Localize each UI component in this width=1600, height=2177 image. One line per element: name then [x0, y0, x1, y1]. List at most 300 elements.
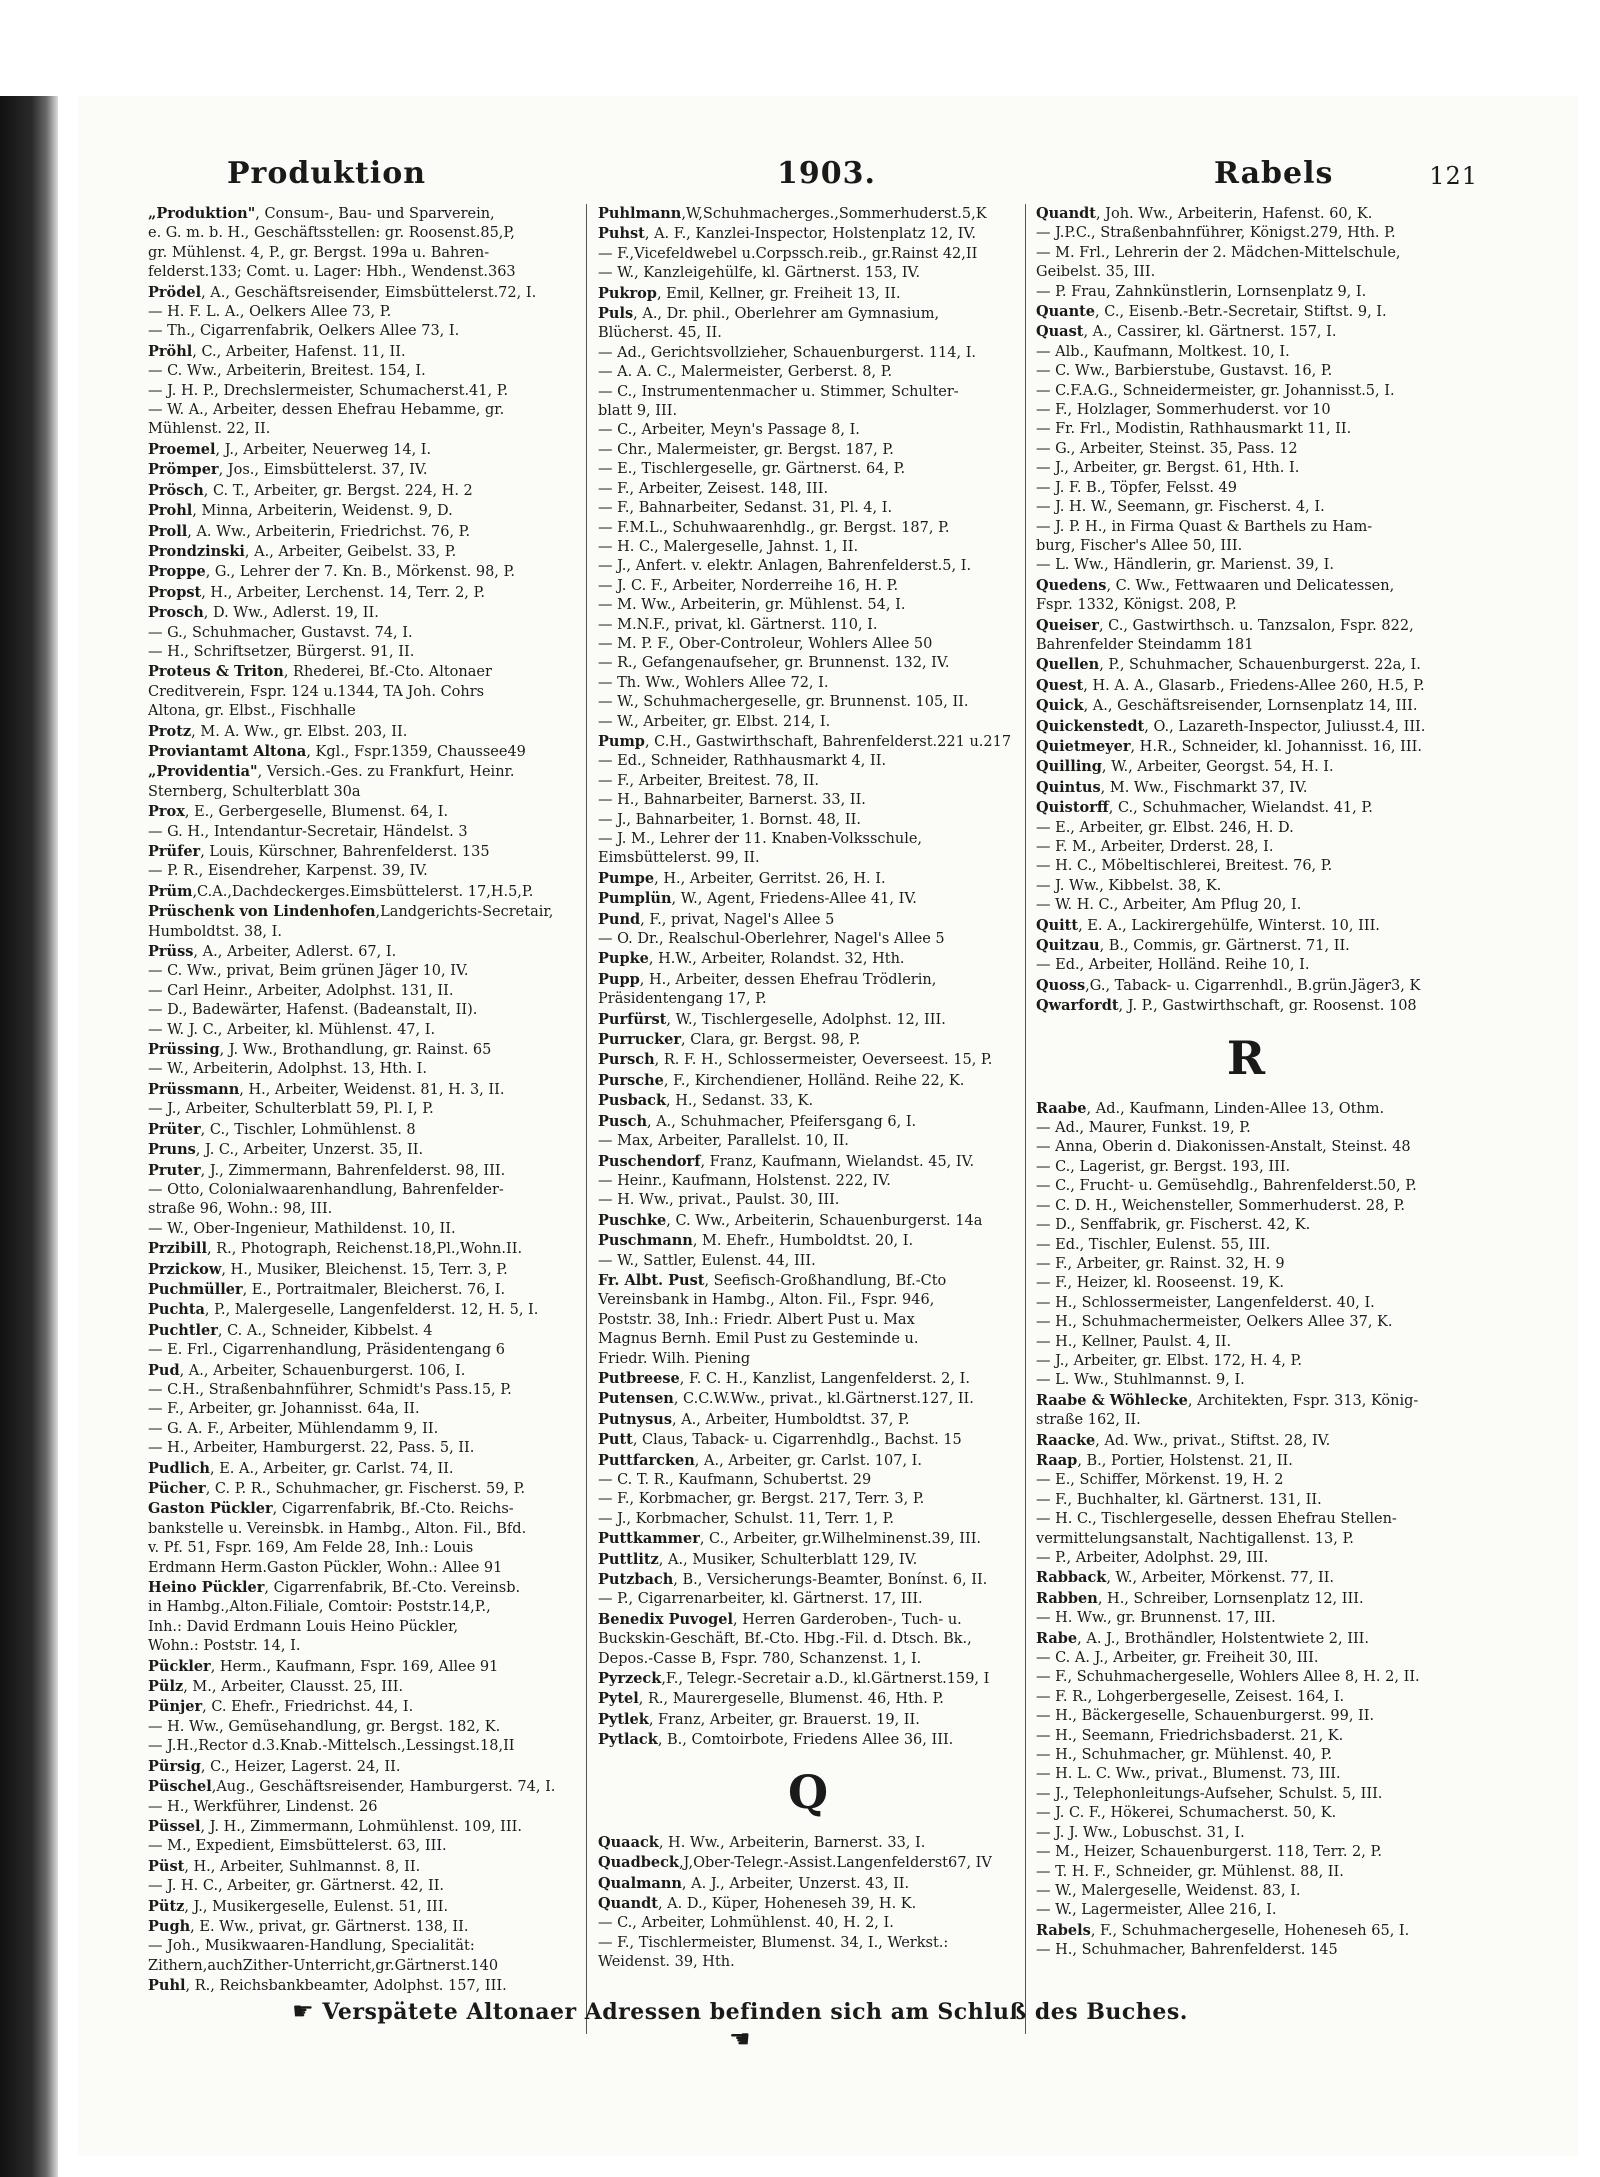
entry-name: Przickow — [148, 1260, 222, 1278]
entry-details: bankstelle u. Vereinsbk. in Hambg., Alton. Fil., Bfd. — [148, 1520, 527, 1537]
entry-name: Rabben — [1036, 1589, 1098, 1607]
directory-entry — [598, 1050, 1018, 1070]
entry-name: Rabels — [1036, 1921, 1091, 1939]
entry-details: — C. Ww., Barbierstube, Gustavst. 16, P. — [1036, 363, 1333, 380]
entry-details: , J. P., Gastwirthschaft, gr. Roosenst. 108 — [1118, 998, 1417, 1015]
entry-details: , Franz, Arbeiter, gr. Brauerst. 19, II. — [648, 1711, 920, 1728]
directory-entry — [598, 752, 1018, 771]
entry-name: Pruter — [148, 1161, 201, 1179]
directory-entry — [1036, 1824, 1456, 1843]
entry-details: — D., Senffabrik, gr. Fischerst. 42, K. — [1036, 1217, 1311, 1234]
entry-name: Qwarfordt — [1036, 997, 1119, 1015]
entry-details: Wohn.: Poststr. 14, I. — [148, 1638, 301, 1655]
entry-details: , H., Musiker, Bleichenst. 15, Terr. 3, P. — [221, 1261, 508, 1278]
entry-details: , C. Ww., Fettwaaren und Delicatessen, — [1106, 577, 1395, 594]
directory-entry — [1036, 1549, 1456, 1568]
entry-details: , C., Arbeiter, Hafenst. 11, II. — [192, 343, 406, 360]
directory-entry — [148, 1539, 568, 1558]
directory-entry — [1036, 1391, 1456, 1411]
entry-name: Fr. Albt. Pust — [598, 1271, 705, 1289]
entry-details: Magnus Bernh. Emil Pust zu Gesteminde u. — [598, 1331, 919, 1348]
entry-details: — Ad., Gerichtsvollzieher, Schauenburgerst. 114, I. — [598, 344, 977, 361]
header-last-entry: Rabels — [1214, 156, 1334, 191]
entry-details: , J., Musikergeselle, Eulenst. 51, III. — [184, 1898, 449, 1915]
entry-details: — P. R., Eisendreher, Karpenst. 39, IV. — [148, 863, 428, 880]
directory-entry — [598, 1252, 1018, 1271]
entry-name: Püssel — [148, 1817, 201, 1835]
entry-details: Mühlenst. 22, II. — [148, 421, 271, 438]
entry-details: — F. R., Lohgerbergeselle, Zeisest. 164, I. — [1036, 1688, 1345, 1705]
entry-details: , A. Ww., Arbeiterin, Friedrichst. 76, P. — [187, 523, 471, 540]
entry-name: Propst — [148, 583, 202, 601]
entry-details: , A., Geschäftsreisender, Lornsenplatz 14, III. — [1083, 698, 1418, 715]
directory-entry — [1036, 1941, 1456, 1960]
directory-entry — [148, 1937, 568, 1956]
directory-entry — [1036, 1216, 1456, 1235]
entry-details: felderst.133; Comt. u. Lager: Hbh., Wendenst.363 — [148, 264, 516, 281]
directory-entry — [598, 1529, 1018, 1549]
entry-details: , G., Lehrer der 7. Kn. B., Mörkenst. 98, P. — [205, 564, 515, 581]
directory-entry — [598, 1330, 1018, 1349]
entry-details: burg, Fischer's Allee 50, III. — [1036, 537, 1243, 554]
directory-entry — [148, 224, 568, 243]
entry-details: — H., Werkführer, Lindenst. 26 — [148, 1798, 378, 1815]
entry-name: „Produktion" — [148, 205, 256, 222]
entry-details: — C., Arbeiter, Lohmühlenst. 40, H. 2, I. — [598, 1915, 894, 1932]
entry-name: Puchmüller — [148, 1280, 243, 1298]
entry-details: — W., Kanzleigehülfe, kl. Gärtnerst. 153, IV. — [598, 265, 921, 282]
directory-entry — [148, 1757, 568, 1777]
directory-entry — [148, 1341, 568, 1360]
directory-entry — [148, 923, 568, 942]
entry-details: , Cigarrenfabrik, Bf.-Cto. Reichs- — [272, 1501, 514, 1518]
entry-details: , C., Gastwirthsch. u. Tanzsalon, Fspr. 822, — [1098, 617, 1414, 634]
entry-details: , H., Arbeiter, Weidenst. 81, H. 3, II. — [239, 1081, 505, 1098]
entry-details: — H. C., Malergeselle, Jahnst. 1, II. — [598, 538, 859, 555]
directory-columns — [148, 204, 1448, 2034]
entry-name: Prüm — [148, 882, 193, 900]
entry-details: — F.,Vicefeldwebel u.Corpssch.reib., gr.Rainst 42,II — [598, 245, 978, 262]
directory-entry — [148, 322, 568, 341]
entry-details: , C. Ehefr., Friedrichst. 44, I. — [202, 1699, 414, 1716]
directory-entry — [598, 1710, 1018, 1730]
directory-entry — [148, 1220, 568, 1239]
directory-entry — [1036, 1530, 1456, 1549]
directory-entry — [598, 480, 1018, 499]
entry-details: — J., Telephonleitungs-Aufseher, Schulst. 5, III. — [1036, 1785, 1383, 1802]
directory-entry — [598, 304, 1018, 324]
directory-entry — [598, 635, 1018, 654]
directory-entry — [1036, 1901, 1456, 1920]
entry-name: Prüssing — [148, 1041, 220, 1059]
directory-entry — [1036, 1882, 1456, 1901]
directory-entry — [148, 702, 568, 721]
directory-entry — [1036, 819, 1456, 838]
entry-details: — J., Bahnarbeiter, 1. Bornst. 48, II. — [598, 811, 861, 828]
directory-entry — [598, 1689, 1018, 1709]
directory-entry — [148, 842, 568, 862]
directory-entry — [1036, 1313, 1456, 1332]
directory-entry — [148, 1637, 568, 1656]
entry-details: — H., Arbeiter, Hamburgerst. 22, Pass. 5, II. — [148, 1440, 475, 1457]
directory-entry — [598, 949, 1018, 969]
entry-details: — C., Lagerist, gr. Bergst. 193, III. — [1036, 1158, 1291, 1175]
directory-entry — [598, 713, 1018, 732]
directory-entry — [148, 882, 568, 902]
directory-entry — [1036, 204, 1456, 224]
directory-entry — [148, 1260, 568, 1280]
directory-entry — [1036, 1804, 1456, 1823]
directory-entry — [1036, 537, 1456, 556]
column-divider — [586, 204, 587, 2034]
directory-entry — [148, 342, 568, 362]
entry-name: Puttfarcken — [598, 1451, 695, 1469]
directory-entry — [148, 1361, 568, 1381]
directory-entry — [148, 440, 568, 460]
entry-details: , Seefisch-Großhandlung, Bf.-Cto — [704, 1272, 947, 1289]
directory-entry — [1036, 936, 1456, 956]
entry-name: Prömper — [148, 461, 219, 479]
directory-entry — [1036, 1138, 1456, 1157]
entry-name: Quoss — [1036, 976, 1086, 994]
entry-details: — H. Ww., gr. Brunnenst. 17, III. — [1036, 1610, 1276, 1627]
entry-details: ,F., Telegr.-Secretair a.D., kl.Gärtnerst.159, I — [661, 1671, 990, 1688]
column-1 — [148, 204, 568, 2034]
directory-entry — [598, 363, 1018, 382]
entry-details: Fspr. 1332, Königst. 208, P. — [1036, 597, 1237, 614]
directory-entry — [148, 501, 568, 521]
directory-entry — [1036, 1921, 1456, 1941]
entry-details: , W., Agent, Friedens-Allee 41, IV. — [671, 891, 917, 908]
directory-entry — [148, 1917, 568, 1937]
entry-name: Pusch — [598, 1112, 647, 1130]
directory-entry — [598, 1650, 1018, 1669]
directory-entry — [1036, 1609, 1456, 1628]
entry-details: , A. F., Kanzlei-Inspector, Holstenplatz 12, IV. — [644, 226, 976, 243]
section-letter: Q — [787, 1764, 829, 1819]
entry-name: Quedens — [1036, 576, 1107, 594]
entry-details: ,G., Taback- u. Cigarrenhdl., B.grün.Jäger3, K — [1085, 977, 1421, 994]
entry-details: — A. A. C., Malermeister, Gerberst. 8, P. — [598, 364, 893, 381]
directory-entry — [1036, 1255, 1456, 1274]
entry-details: — E., Arbeiter, gr. Elbst. 246, H. D. — [1036, 819, 1294, 836]
entry-name: Proviantamt Altona — [148, 742, 307, 760]
directory-entry — [598, 1350, 1018, 1369]
entry-details: — F., Korbmacher, gr. Bergst. 217, Terr. 3, P. — [598, 1491, 925, 1508]
entry-details: , E. Ww., privat, gr. Gärtnerst. 138, II. — [190, 1918, 469, 1935]
entry-name: Quitt — [1036, 916, 1079, 934]
entry-name: Puttkammer — [598, 1530, 700, 1548]
directory-entry — [148, 1598, 568, 1617]
entry-details: — W., Malergeselle, Weidenst. 83, I. — [1036, 1882, 1301, 1899]
directory-entry — [148, 742, 568, 762]
directory-entry — [598, 654, 1018, 673]
entry-details: , O., Lazareth-Inspector, Juliusst.4, III. — [1144, 718, 1426, 735]
entry-details: , C.H., Gastwirthschaft, Bahrenfelderst.221 u.217 — [644, 733, 1012, 750]
directory-entry — [1036, 382, 1456, 401]
entry-name: Pröhl — [148, 342, 193, 360]
entry-details: — Ad., Maurer, Funkst. 19, P. — [1036, 1120, 1251, 1137]
directory-entry — [598, 1231, 1018, 1251]
entry-details: , Herm., Kaufmann, Fspr. 169, Allee 91 — [210, 1658, 499, 1675]
entry-name: Quietmeyer — [1036, 737, 1131, 755]
entry-name: Przibill — [148, 1240, 207, 1258]
entry-details: Eimsbüttelerst. 99, II. — [598, 850, 760, 867]
entry-details: ,C.A.,Dachdeckerges.Eimsbüttelerst. 17,H.5,P. — [192, 883, 534, 900]
entry-details: , R., Photograph, Reichenst.18,Pl.,Wohn.II. — [206, 1241, 523, 1258]
directory-entry — [598, 849, 1018, 868]
entry-name: Purrucker — [598, 1031, 682, 1049]
entry-name: Rabe — [1036, 1629, 1078, 1647]
entry-details: — J.P.C., Straßenbahnführer, Königst.279, Hth. P. — [1036, 225, 1396, 242]
entry-details: Sternberg, Schulterblatt 30a — [148, 783, 361, 800]
entry-name: Pusback — [598, 1092, 667, 1110]
directory-entry — [598, 1030, 1018, 1050]
directory-entry — [1036, 1785, 1456, 1804]
entry-details: , B., Versicherungs-Beamter, Bonínst. 6, II. — [673, 1572, 988, 1589]
directory-entry — [598, 1132, 1018, 1151]
entry-details: — C. Ww., privat, Beim grünen Jäger 10, IV. — [148, 963, 469, 980]
directory-entry — [598, 204, 1018, 224]
entry-name: Pytel — [598, 1690, 639, 1708]
directory-entry — [598, 499, 1018, 518]
directory-entry — [598, 616, 1018, 635]
entry-name: Pytlack — [598, 1731, 658, 1749]
directory-entry — [598, 1271, 1018, 1291]
entry-name: Prüter — [148, 1120, 201, 1138]
directory-entry — [1036, 343, 1456, 362]
directory-entry — [1036, 956, 1456, 975]
directory-entry — [598, 811, 1018, 830]
directory-entry — [1036, 576, 1456, 596]
scan-page-edge — [0, 96, 58, 2177]
entry-details: — P., Arbeiter, Adolphst. 29, III. — [1036, 1550, 1269, 1566]
entry-details: — Heinr., Kaufmann, Holstenst. 222, IV. — [598, 1172, 891, 1189]
directory-entry — [148, 802, 568, 822]
directory-entry — [148, 1300, 568, 1320]
directory-entry — [1036, 1568, 1456, 1588]
entry-details: — C.F.A.G., Schneidermeister, gr. Johannisst.5, I. — [1036, 382, 1395, 399]
directory-entry — [1036, 1491, 1456, 1510]
entry-details: , Minna, Arbeiterin, Weidenst. 9, D. — [192, 503, 453, 520]
entry-details: , H. A. A., Glasarb., Friedens-Allee 260, H.5, P. — [1083, 677, 1425, 694]
directory-entry — [1036, 896, 1456, 915]
directory-entry — [1036, 596, 1456, 615]
entry-details: — H., Bäckergeselle, Schauenburgerst. 99, II. — [1036, 1708, 1375, 1725]
entry-details: — O. Dr., Realschul-Oberlehrer, Nagel's Allee 5 — [598, 931, 945, 948]
entry-details: , W., Arbeiter, Mörkenst. 77, II. — [1106, 1570, 1335, 1587]
directory-entry — [148, 1001, 568, 1020]
directory-entry — [598, 1152, 1018, 1172]
entry-name: Puhlmann — [598, 205, 682, 222]
directory-entry — [148, 583, 568, 603]
entry-details: — J. H. W., Seemann, gr. Fischerst. 4, I. — [1036, 499, 1325, 516]
directory-entry — [148, 1957, 568, 1976]
entry-details: ,W,Schuhmacherges.,Sommerhuderst.5,K — [681, 206, 987, 222]
entry-details: straße 96, Wohn.: 98, III. — [148, 1201, 333, 1218]
entry-details: , J., Zimmermann, Bahrenfelderst. 98, III. — [200, 1162, 506, 1179]
entry-details: , C.C.W.Ww., privat., kl.Gärtnerst.127, II. — [673, 1391, 974, 1408]
entry-details: , P., Malergeselle, Langenfelderst. 12, H. 5, I. — [204, 1302, 539, 1319]
directory-entry — [148, 542, 568, 562]
entry-details: — C., Instrumentenmacher u. Stimmer, Schulter- — [598, 383, 959, 400]
entry-details: — F., Tischlermeister, Blumenst. 34, I., Werkst.: — [598, 1934, 949, 1951]
directory-entry — [148, 722, 568, 742]
entry-details: — H. Ww., privat., Paulst. 30, III. — [598, 1192, 840, 1209]
page-number: 121 — [1429, 162, 1478, 190]
entry-name: Pugh — [148, 1917, 191, 1935]
entry-details: — Ed., Schneider, Rathhausmarkt 4, II. — [598, 753, 887, 770]
directory-entry — [1036, 1765, 1456, 1784]
footer-text: Verspätete Altonaer Adressen befinden sich am Schluß des Buches. — [322, 1999, 1188, 2025]
directory-entry — [1036, 1411, 1456, 1430]
pointing-hand-right-icon: ☛ — [292, 1997, 315, 2025]
entry-details: — L. Ww., Stuhlmannst. 9, I. — [1036, 1372, 1245, 1389]
entry-name: Puchta — [148, 1301, 205, 1319]
directory-entry — [598, 1451, 1018, 1471]
directory-entry — [148, 1897, 568, 1917]
column-3 — [1036, 204, 1456, 2034]
entry-name: Quante — [1036, 303, 1096, 321]
directory-entry — [148, 1181, 568, 1200]
directory-entry — [148, 244, 568, 263]
directory-entry — [598, 224, 1018, 244]
entry-name: Pupp — [598, 970, 640, 988]
entry-name: Quintus — [1036, 778, 1101, 796]
entry-details: — W., Arbeiter, gr. Elbst. 214, I. — [598, 713, 831, 730]
entry-details: — Max, Arbeiter, Parallelst. 10, II. — [598, 1133, 849, 1150]
entry-name: Quick — [1036, 697, 1084, 715]
entry-name: Benedix Puvogel — [598, 1610, 734, 1628]
directory-entry — [598, 1471, 1018, 1490]
entry-details: , A., Cassirer, kl. Gärtnerst. 157, I. — [1083, 324, 1337, 341]
entry-details: , Ad., Kaufmann, Linden-Allee 13, Othm. — [1086, 1100, 1385, 1117]
entry-details: , Jos., Eimsbüttelerst. 37, IV. — [218, 462, 428, 479]
directory-entry — [598, 1874, 1018, 1894]
directory-entry — [1036, 1099, 1456, 1119]
entry-details: , J., Arbeiter, Neuerweg 14, I. — [215, 441, 432, 458]
entry-details: Blücherst. 45, II. — [598, 325, 722, 342]
directory-entry — [598, 1369, 1018, 1389]
entry-details: , C., Tischler, Lohmühlenst. 8 — [200, 1121, 416, 1138]
entry-details: — W., Ober-Ingenieur, Mathildenst. 10, II. — [148, 1220, 456, 1237]
entry-details: Humboldtst. 38, I. — [148, 923, 282, 940]
entry-details: , P., Schuhmacher, Schauenburgerst. 22a, I. — [1099, 657, 1421, 674]
directory-entry — [1036, 976, 1456, 996]
entry-name: Gaston Pückler — [148, 1500, 273, 1518]
directory-entry — [1036, 459, 1456, 478]
directory-entry — [1036, 1746, 1456, 1765]
entry-details: — C. A. J., Arbeiter, gr. Freiheit 30, III. — [1036, 1650, 1319, 1667]
entry-details: — J. C. F., Arbeiter, Norderreihe 16, H. P. — [598, 577, 899, 594]
directory-entry — [598, 1914, 1018, 1933]
entry-details: — M. Ww., Arbeiterin, gr. Mühlenst. 54, I. — [598, 597, 906, 614]
entry-details: vermittelungsanstalt, Nachtigallenst. 13, P. — [1036, 1530, 1354, 1547]
directory-entry — [148, 263, 568, 282]
entry-name: Qualmann — [598, 1874, 682, 1892]
entry-name: Putensen — [598, 1390, 674, 1408]
entry-details: — Alb., Kaufmann, Moltkest. 10, I. — [1036, 343, 1290, 360]
entry-details: — H., Bahnarbeiter, Barnerst. 33, II. — [598, 792, 866, 809]
directory-entry — [1036, 1863, 1456, 1882]
directory-entry — [1036, 518, 1456, 537]
entry-details: — C. T. R., Kaufmann, Schubertst. 29 — [598, 1472, 872, 1488]
directory-entry — [148, 862, 568, 881]
directory-entry — [148, 1798, 568, 1817]
entry-name: Pud — [148, 1361, 180, 1379]
entry-details: — G. H., Intendantur-Secretair, Händelst. 3 — [148, 823, 468, 840]
entry-details: , C., Heizer, Lagerst. 24, II. — [200, 1758, 401, 1775]
entry-details: , J. C., Arbeiter, Unzerst. 35, II. — [195, 1142, 424, 1159]
directory-entry — [148, 624, 568, 643]
entry-details: , W., Tischlergeselle, Adolphst. 12, III. — [666, 1011, 946, 1028]
entry-name: Pünjer — [148, 1698, 203, 1716]
directory-entry — [1036, 1727, 1456, 1746]
entry-name: Pürsig — [148, 1757, 201, 1775]
entry-details: Depos.-Casse B, Fspr. 780, Schanzenst. 1, I. — [598, 1650, 922, 1667]
entry-details: Bahrenfelder Steindamm 181 — [1036, 636, 1254, 653]
directory-entry — [598, 324, 1018, 343]
entry-name: Quitzau — [1036, 937, 1100, 955]
entry-details: — H., Schuhmacher, gr. Mühlenst. 40, P. — [1036, 1747, 1333, 1764]
directory-entry — [598, 1172, 1018, 1191]
header-first-entry: Produktion — [227, 156, 427, 191]
entry-details: , Herren Garderoben-, Tuch- u. — [733, 1611, 962, 1628]
entry-details: Zithern,auchZither-Unterricht,gr.Gärtnerst.140 — [148, 1957, 499, 1974]
directory-page — [78, 96, 1578, 2156]
entry-details: , C. Ww., Arbeiterin, Schauenburgerst. 14a — [666, 1212, 983, 1229]
directory-entry — [148, 362, 568, 381]
directory-entry — [1036, 1197, 1456, 1216]
directory-entry — [598, 1191, 1018, 1210]
entry-details: Creditverein, Fspr. 124 u.1344, TA Joh. Cohrs — [148, 683, 485, 700]
directory-entry — [598, 1311, 1018, 1330]
directory-entry — [1036, 322, 1456, 342]
entry-details: — M.N.F., privat, kl. Gärtnerst. 110, I. — [598, 616, 878, 633]
directory-entry — [148, 1817, 568, 1837]
entry-details: , D. Ww., Adlerst. 19, II. — [203, 605, 379, 622]
entry-name: Queiser — [1036, 616, 1099, 634]
directory-entry — [1036, 1294, 1456, 1313]
entry-name: Püschel — [148, 1778, 212, 1796]
entry-details: , A., Arbeiter, Humboldtst. 37, P. — [671, 1411, 910, 1428]
entry-details: — J. P. H., in Firma Quast & Barthels zu Ham- — [1036, 518, 1373, 535]
directory-entry — [148, 1280, 568, 1300]
directory-entry — [598, 910, 1018, 930]
directory-entry — [148, 683, 568, 702]
directory-entry — [1036, 877, 1456, 896]
directory-entry — [148, 522, 568, 542]
directory-entry — [598, 693, 1018, 712]
entry-details: — J. H. P., Drechslermeister, Schumacherst.41, P. — [148, 382, 509, 399]
directory-entry — [148, 902, 568, 922]
entry-details: , Franz, Kaufmann, Wielandst. 45, IV. — [700, 1153, 975, 1170]
directory-entry — [148, 603, 568, 623]
directory-entry — [598, 1291, 1018, 1310]
directory-entry — [1036, 1371, 1456, 1390]
entry-details: Inh.: David Erdmann Louis Heino Pückler, — [148, 1618, 459, 1635]
entry-details: — C.H., Straßenbahnführer, Schmidt's Pass.15, P. — [148, 1381, 512, 1398]
directory-entry — [1036, 857, 1456, 876]
directory-entry — [1036, 224, 1456, 243]
entry-name: Pütz — [148, 1897, 185, 1915]
entry-details: — W. A., Arbeiter, dessen Ehefrau Hebamme, gr. — [148, 402, 505, 419]
directory-entry — [598, 1953, 1018, 1972]
directory-entry — [1036, 1510, 1456, 1529]
entry-name: Rabback — [1036, 1569, 1107, 1587]
directory-entry — [598, 990, 1018, 1009]
directory-entry — [148, 1618, 568, 1637]
